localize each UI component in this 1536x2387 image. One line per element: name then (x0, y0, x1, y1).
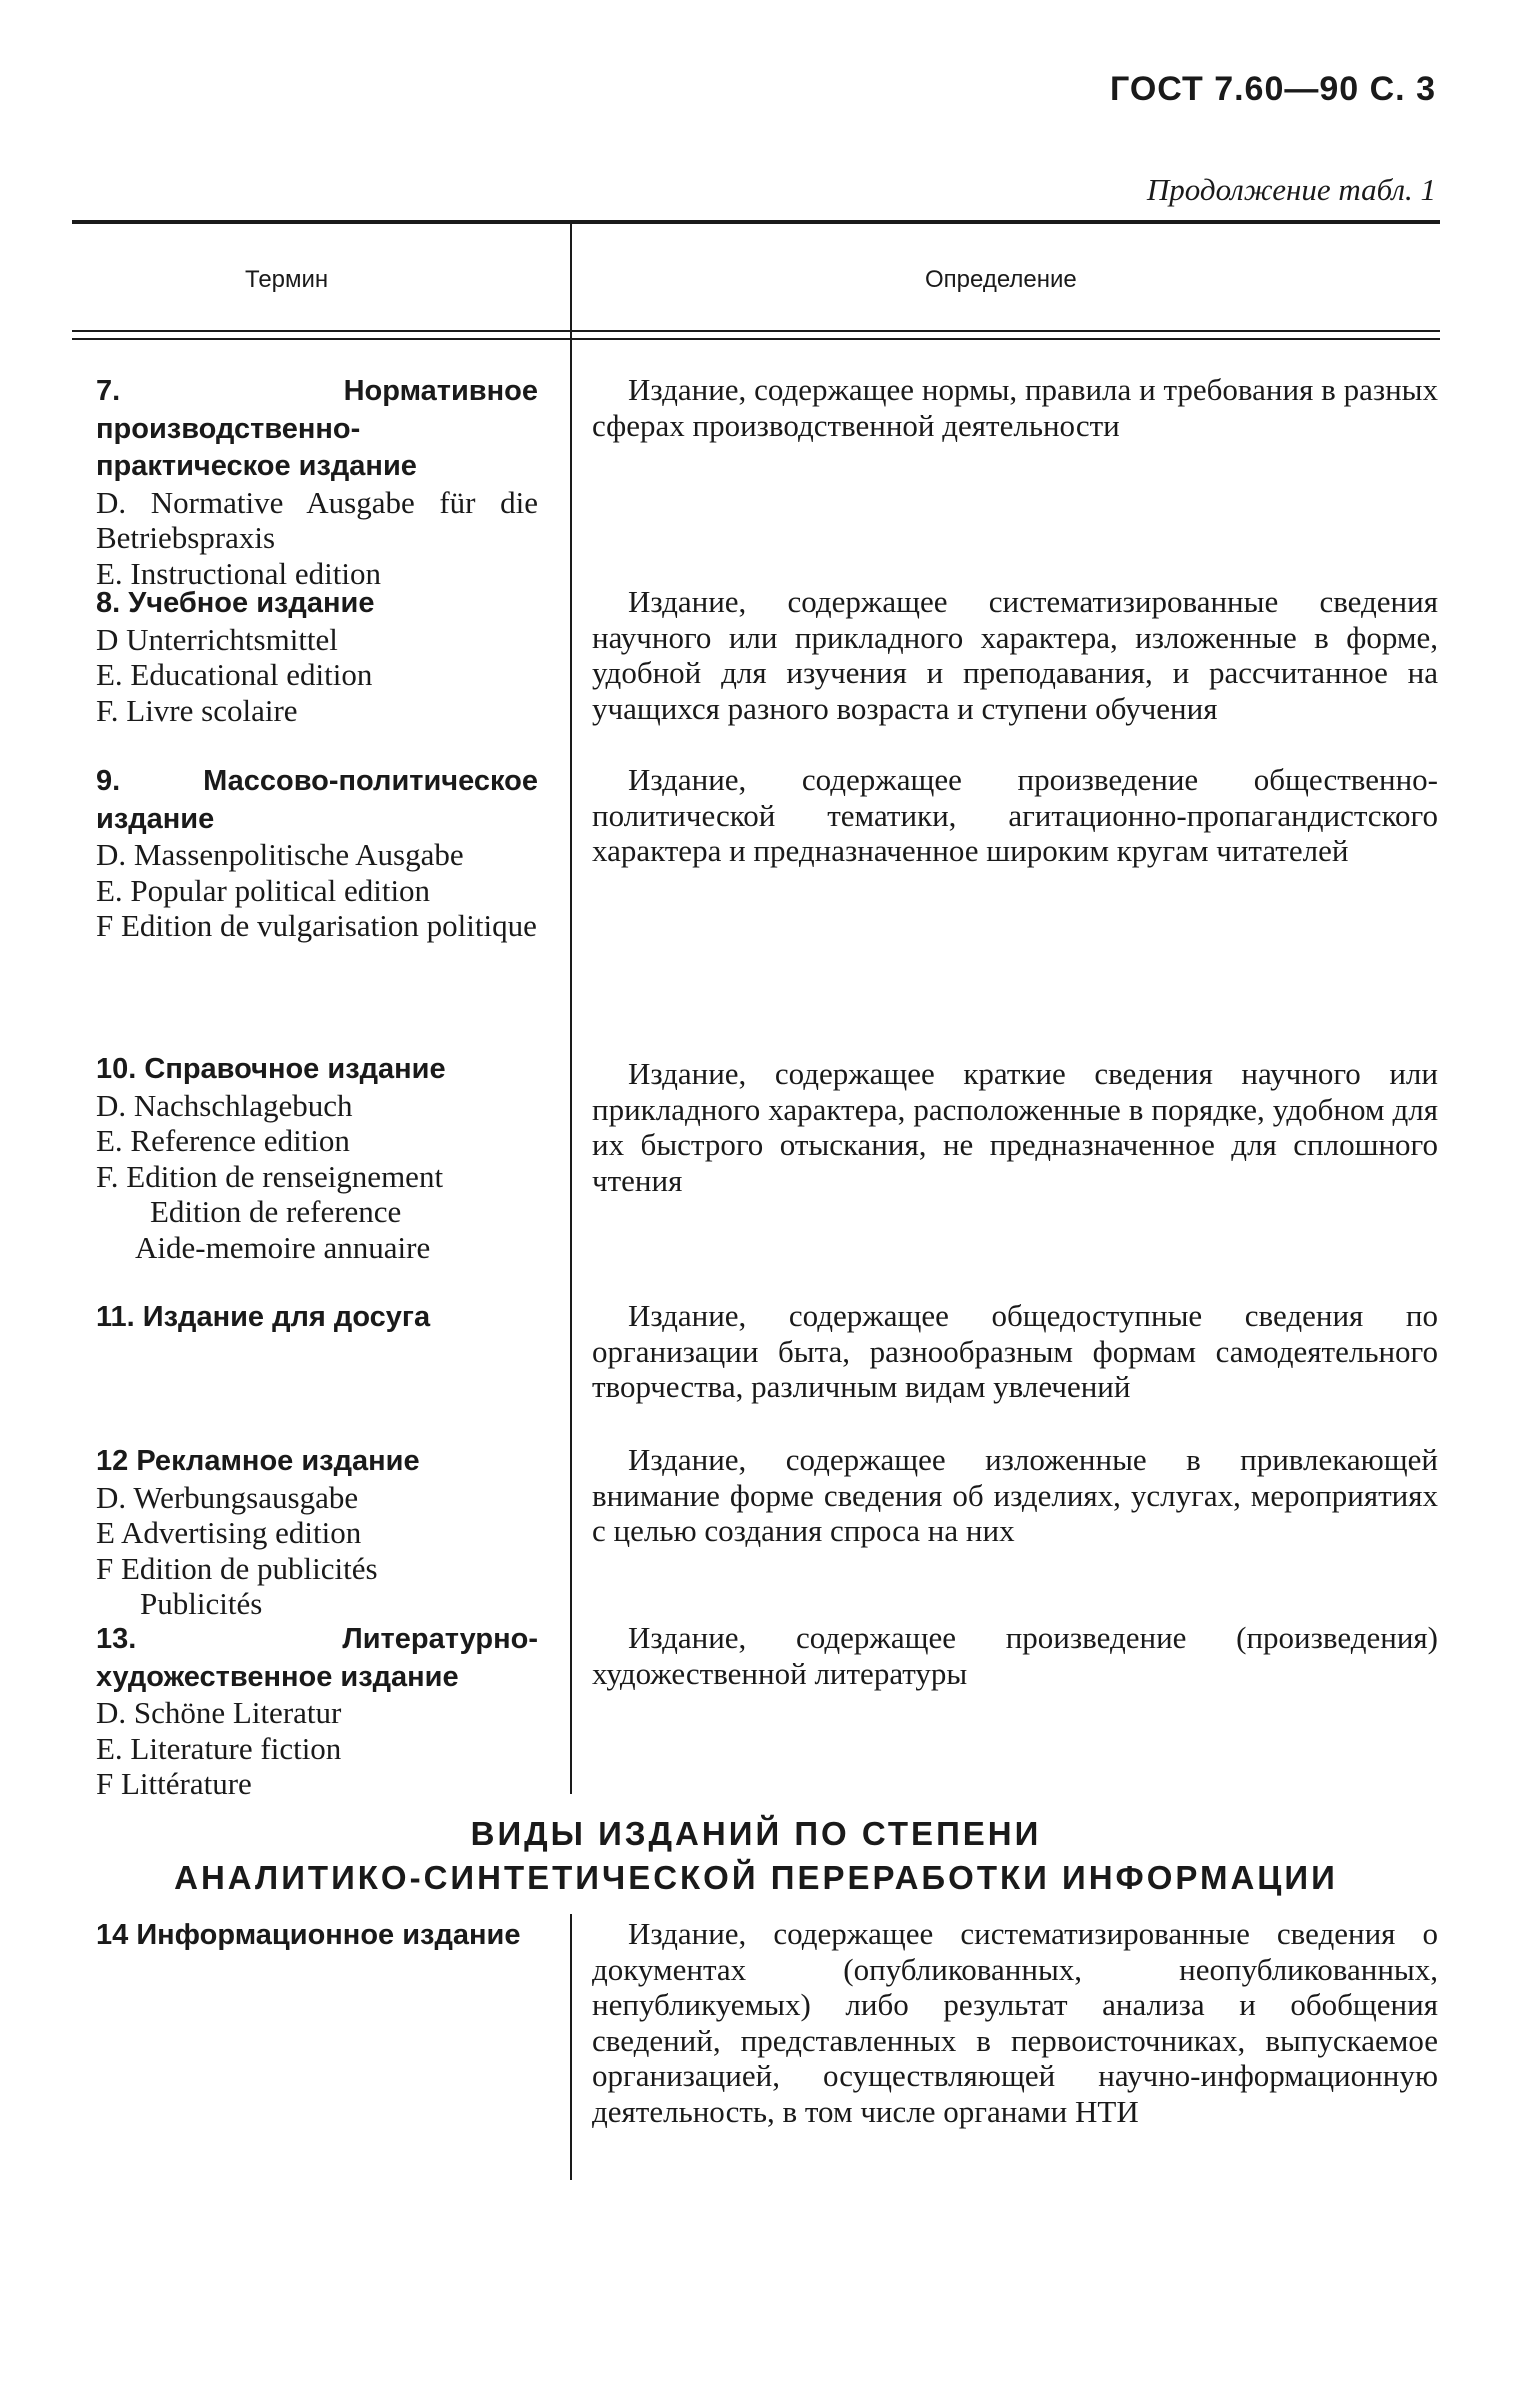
translation: E Advertising edition (96, 1515, 362, 1550)
translation: D. Werbungsausgabe (96, 1479, 359, 1515)
term-entry-12 (60, 1442, 538, 1622)
translation: F Edition de vulgarisation politique (96, 908, 537, 943)
column-header-term: Термин (245, 266, 329, 293)
term-entry-7 (60, 372, 538, 591)
table-continuation-label: Продолжение табл. 1 (1146, 172, 1436, 207)
translation: F Edition de publicités (96, 1550, 378, 1586)
definition-14: Издание, содержащее систематизированные сведения о документах (опубликованных, неопубликованных, непубликуемых) либо результат анализа и обобщения сведений, представленных в первоисточниках, выпускаемое организацией, осуществляющей научно-информационную деятельность, в том числе органами НТИ (592, 1916, 1438, 2129)
definition-11: Издание, содержащее общедоступные сведения по организации быта, разнообразным формам самодеятельного творчества, различным видам увлечений (592, 1298, 1438, 1404)
term-entry-14 (60, 1916, 538, 1954)
term-title: 8. Учебное издание (96, 587, 375, 619)
term-title: 14 Информационное издание (96, 1919, 521, 1951)
term-title: 10. Справочное издание (96, 1053, 446, 1085)
translation: D. Massenpolitische Ausgabe (96, 837, 464, 872)
definition-7: Издание, содержащее нормы, правила и требования в разных сферах производственной деятельности (592, 372, 1438, 443)
translation: D. Normative Ausgabe für die Betriebspraxis (96, 484, 538, 555)
translation: E. Educational edition (96, 657, 373, 692)
translation: E. Reference edition (96, 1123, 350, 1158)
column-header-definition: Определение (925, 266, 1077, 293)
section-heading: ВИДЫ ИЗДАНИЙ ПО СТЕПЕНИ АНАЛИТИКО-СИНТЕТИЧЕСКОЙ ПЕРЕРАБОТКИ ИНФОРМАЦИИ (174, 1815, 1338, 1896)
translation: D. Nachschlagebuch (96, 1087, 353, 1123)
term-title: 7. Нормативное производственно-практическое издание (96, 375, 538, 482)
translation: D. Schöne Literatur (96, 1695, 342, 1730)
header-bottom-rule (72, 330, 1440, 332)
table-top-rule (72, 220, 1440, 224)
translation: Aide-memoire annuaire (135, 1229, 431, 1265)
translation: E. Popular political edition (96, 872, 431, 908)
translation: F Littérature (96, 1766, 252, 1801)
definition-12: Издание, содержащее изложенные в привлекающей внимание форме сведения об изделиях, услугах, мероприятиях с целью создания спроса на них (592, 1442, 1438, 1548)
translation: F. Livre scolaire (96, 692, 298, 728)
definition-8: Издание, содержащее систематизированные сведения научного или прикладного характера, изложенные в форме, удобной для изучения и преподавания, и рассчитанное на учащихся разного возраста и ступени обучения (592, 584, 1438, 726)
term-title: 9. Массово-политическое издание (96, 765, 538, 835)
definition-10: Издание, содержащее краткие сведения научного или прикладного характера, расположенные в порядке, удобном для их быстрого отыскания, не предназначенное для сплошного чтения (592, 1056, 1438, 1198)
term-entry-8 (60, 584, 538, 728)
translation: F. Edition de renseignement (96, 1158, 444, 1194)
column-divider (570, 224, 572, 1794)
term-entry-9 (60, 762, 538, 944)
translation: D Unterrichtsmittel (96, 621, 338, 657)
term-entry-10 (60, 1050, 538, 1265)
translation: E. Instructional edition (96, 555, 381, 591)
term-title: 13. Литературно-художественное издание (96, 1623, 538, 1693)
translation: E. Literature fiction (96, 1730, 342, 1766)
term-title: 12 Рекламное издание (96, 1445, 420, 1477)
document-reference: ГОСТ 7.60—90 С. 3 (1110, 70, 1436, 108)
translation: Publicités (140, 1586, 263, 1621)
term-entry-11 (60, 1298, 538, 1336)
header-bottom-rule-2 (72, 338, 1440, 340)
definition-13: Издание, содержащее произведение (произведения) художественной литературы (592, 1620, 1438, 1691)
term-entry-13 (60, 1620, 538, 1802)
column-divider-lower (570, 1914, 572, 2180)
definition-9: Издание, содержащее произведение общественно-политической тематики, агитационно-пропагандистского характера и предназначенное широким кругам читателей (592, 762, 1438, 868)
translation: Edition de reference (150, 1194, 402, 1229)
term-title: 11. Издание для досуга (96, 1301, 431, 1333)
